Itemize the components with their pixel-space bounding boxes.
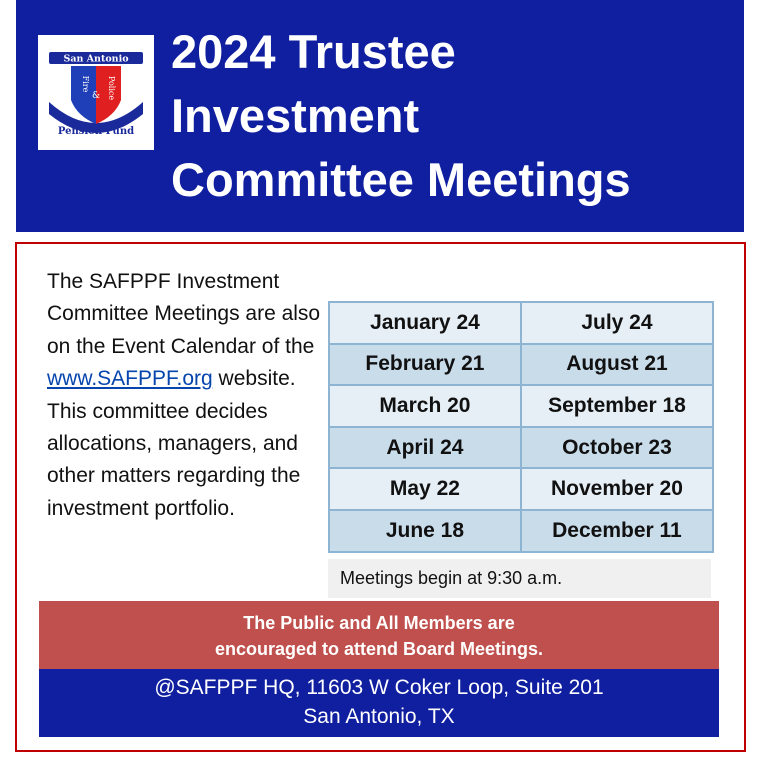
logo-fire-text: Fire bbox=[81, 75, 90, 92]
logo-police-text: Police bbox=[107, 75, 116, 100]
table-row bbox=[329, 510, 713, 552]
meeting-date-cell: May 22 bbox=[329, 468, 521, 510]
meeting-date-cell: April 24 bbox=[329, 427, 521, 469]
logo-amp-text: & bbox=[91, 90, 101, 101]
page-title bbox=[171, 20, 731, 212]
address-line-1: @SAFPPF HQ, 11603 W Coker Loop, Suite 201 bbox=[154, 676, 604, 699]
meeting-date-cell: March 20 bbox=[329, 385, 521, 427]
title-line-1: 2024 Trustee bbox=[171, 25, 456, 78]
meeting-dates-table bbox=[328, 301, 714, 553]
meeting-date-cell: November 20 bbox=[521, 468, 713, 510]
meeting-date-cell: October 23 bbox=[521, 427, 713, 469]
content-panel bbox=[15, 242, 746, 752]
website-link[interactable]: www.SAFPPF.org bbox=[47, 367, 213, 391]
logo-bottom-text: Pension Fund bbox=[57, 125, 135, 137]
table-row bbox=[329, 344, 713, 386]
header-banner bbox=[16, 0, 744, 232]
meeting-date-cell: December 11 bbox=[521, 510, 713, 552]
title-line-3: Committee Meetings bbox=[171, 153, 631, 206]
intro-text-after-link: website. This committee decides allocations, managers, and other matters regarding the investment portfolio. bbox=[47, 367, 301, 520]
title-line-2: Investment bbox=[171, 89, 420, 142]
table-row bbox=[329, 302, 713, 344]
meeting-date-cell: January 24 bbox=[329, 302, 521, 344]
meeting-date-cell: August 21 bbox=[521, 344, 713, 386]
table-row bbox=[329, 427, 713, 469]
table-row bbox=[329, 385, 713, 427]
public-notice-line-1: The Public and All Members are bbox=[243, 613, 515, 633]
public-notice-banner bbox=[39, 601, 719, 669]
intro-text-before-link: The SAFPPF Investment Committee Meetings are also on the Event Calendar of the bbox=[47, 270, 321, 358]
public-notice-line-2: encouraged to attend Board Meetings. bbox=[214, 639, 544, 659]
meeting-date-cell: June 18 bbox=[329, 510, 521, 552]
meeting-date-cell: September 18 bbox=[521, 385, 713, 427]
meeting-date-cell: July 24 bbox=[521, 302, 713, 344]
logo-top-text: San Antonio bbox=[63, 53, 129, 64]
table-row bbox=[329, 468, 713, 510]
meeting-date-cell: February 21 bbox=[329, 344, 521, 386]
pension-fund-logo bbox=[38, 35, 154, 150]
intro-paragraph bbox=[47, 266, 329, 525]
address-banner bbox=[39, 669, 719, 737]
address-line-2: San Antonio, TX bbox=[303, 705, 455, 728]
meeting-time-note: Meetings begin at 9:30 a.m. bbox=[328, 559, 711, 598]
